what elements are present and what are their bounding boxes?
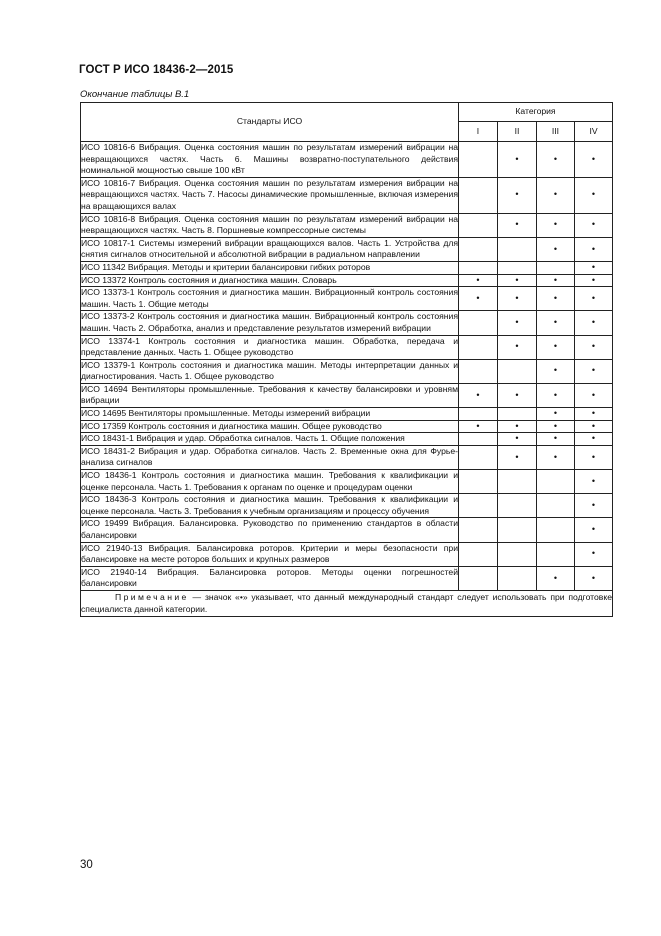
category-mark-cell	[537, 445, 575, 469]
category-mark-cell	[498, 383, 537, 407]
standard-title: ИСО 21940-14 Вибрация. Балансировка роторов. Методы оценки погрешностей балансировки	[81, 566, 459, 590]
category-mark-cell	[575, 408, 613, 421]
category-header: I	[459, 121, 498, 141]
category-mark-cell	[459, 213, 498, 237]
category-mark-cell	[498, 542, 537, 566]
category-mark-cell	[575, 542, 613, 566]
category-mark-cell	[459, 566, 498, 590]
category-header: II	[498, 121, 537, 141]
table-row	[81, 383, 613, 407]
category-mark-cell	[498, 274, 537, 287]
bullet-mark: •	[553, 292, 558, 303]
bullet-mark: •	[591, 261, 596, 272]
table-row	[81, 237, 613, 261]
note-label: Примечание	[115, 591, 189, 602]
standard-title: ИСО 13372 Контроль состояния и диагностика машин. Словарь	[81, 274, 459, 287]
standard-title: ИСО 13373-2 Контроль состояния и диагностика машин. Вибрационный контроль состояния машин. Часть 2. Обработка, анализ и представление результатов измерений вибрации	[81, 311, 459, 335]
table-note	[81, 590, 613, 616]
category-mark-cell	[498, 433, 537, 446]
category-mark-cell	[498, 494, 537, 518]
bullet-mark: •	[515, 451, 519, 462]
category-mark-cell	[459, 408, 498, 421]
category-mark-cell	[498, 177, 537, 213]
category-mark-cell	[498, 359, 537, 383]
table-row	[81, 470, 613, 494]
table-row	[81, 142, 613, 178]
category-mark-cell	[459, 542, 498, 566]
bullet-mark: •	[591, 243, 596, 254]
category-mark-cell	[575, 335, 613, 359]
category-mark-cell	[537, 142, 575, 178]
standard-title: ИСО 13379-1 Контроль состояния и диагностика машин. Методы интерпретации данных и диагностирования. Часть 1. Общее руководство	[81, 359, 459, 383]
bullet-mark: •	[591, 433, 596, 444]
standard-title: ИСО 10817-1 Системы измерений вибрации вращающихся валов. Часть 1. Устройства для снятия сигналов относительной и абсолютной вибрации в радиальном направлении	[81, 237, 459, 261]
category-mark-cell	[575, 237, 613, 261]
category-mark-cell	[575, 433, 613, 446]
bullet-mark: •	[553, 189, 558, 200]
table-row	[81, 445, 613, 469]
standard-title: ИСО 18431-2 Вибрация и удар. Обработка сигналов. Часть 2. Временные окна для Фурье-анализа сигналов	[81, 445, 459, 469]
bullet-mark: •	[515, 219, 519, 230]
category-mark-cell	[537, 311, 575, 335]
bullet-mark: •	[591, 420, 596, 431]
table-row	[81, 177, 613, 213]
bullet-mark: •	[553, 274, 558, 285]
category-mark-cell	[459, 359, 498, 383]
standard-title: ИСО 21940-13 Вибрация. Балансировка роторов. Критерии и меры безопасности при балансировке на месте роторов больших и крупных размеров	[81, 542, 459, 566]
bullet-mark: •	[553, 153, 558, 164]
category-mark-cell	[537, 518, 575, 542]
table-row	[81, 261, 613, 274]
category-mark-cell	[575, 383, 613, 407]
bullet-mark: •	[591, 475, 596, 486]
bullet-mark: •	[515, 420, 519, 431]
bullet-mark: •	[476, 274, 480, 285]
bullet-mark: •	[591, 500, 596, 511]
standard-title: ИСО 10816-8 Вибрация. Оценка состояния машин по результатам измерений вибрации на невращающихся частях. Часть 8. Поршневые компрессорные системы	[81, 213, 459, 237]
bullet-mark: •	[476, 420, 480, 431]
bullet-mark: •	[591, 365, 596, 376]
bullet-mark: •	[553, 433, 558, 444]
standard-title: ИСО 14695 Вентиляторы промышленные. Методы измерений вибрации	[81, 408, 459, 421]
category-mark-cell	[575, 518, 613, 542]
bullet-mark: •	[553, 408, 558, 419]
category-mark-cell	[459, 237, 498, 261]
category-mark-cell	[498, 213, 537, 237]
category-header: III	[537, 121, 575, 141]
column-header-standards: Стандарты ИСО	[81, 103, 459, 142]
category-mark-cell	[575, 420, 613, 433]
category-mark-cell	[459, 142, 498, 178]
category-mark-cell	[537, 213, 575, 237]
category-mark-cell	[498, 566, 537, 590]
standard-title: ИСО 19499 Вибрация. Балансировка. Руководство по применению стандартов в области балансировки	[81, 518, 459, 542]
bullet-mark: •	[515, 292, 519, 303]
category-mark-cell	[498, 335, 537, 359]
standard-title: ИСО 11342 Вибрация. Методы и критерии балансировки гибких роторов	[81, 261, 459, 274]
category-mark-cell	[459, 383, 498, 407]
table-row	[81, 213, 613, 237]
table-caption: Окончание таблицы В.1	[80, 89, 190, 100]
category-mark-cell	[575, 359, 613, 383]
category-mark-cell	[537, 383, 575, 407]
category-mark-cell	[459, 445, 498, 469]
category-mark-cell	[575, 261, 613, 274]
standard-title: ИСО 14694 Вентиляторы промышленные. Требования к качеству балансировки и уровням вибрации	[81, 383, 459, 407]
bullet-mark: •	[553, 365, 558, 376]
bullet-mark: •	[591, 389, 596, 400]
bullet-mark: •	[515, 153, 519, 164]
bullet-mark: •	[476, 389, 480, 400]
category-mark-cell	[459, 494, 498, 518]
table-row	[81, 433, 613, 446]
standard-title: ИСО 10816-7 Вибрация. Оценка состояния машин по результатам измерения вибрации на невращающихся частях. Часть 7. Насосы динамические промышленные, включая измерения на вращающихся валах	[81, 177, 459, 213]
table-row	[81, 566, 613, 590]
note-text: — значок «•» указывает, что данный международный стандарт следует использовать при подготовке специалиста данной категории.	[81, 591, 612, 615]
bullet-mark: •	[553, 420, 558, 431]
bullet-mark: •	[591, 572, 596, 583]
category-mark-cell	[459, 311, 498, 335]
bullet-mark: •	[553, 219, 558, 230]
standard-title: ИСО 10816-6 Вибрация. Оценка состояния машин по результатам измерений вибрации на невращающихся частях. Часть 6. Машины возвратно-поступательного действия номинальной мощностью свыше 100 кВт	[81, 142, 459, 178]
standard-title: ИСО 18436-1 Контроль состояния и диагностика машин. Требования к квалификации и оценке персонала. Часть 1. Требования к органам по оценке и процедурам оценки	[81, 470, 459, 494]
bullet-mark: •	[515, 274, 519, 285]
category-mark-cell	[537, 359, 575, 383]
category-mark-cell	[537, 542, 575, 566]
bullet-mark: •	[553, 317, 558, 328]
category-mark-cell	[575, 213, 613, 237]
bullet-mark: •	[591, 274, 596, 285]
category-mark-cell	[459, 274, 498, 287]
category-mark-cell	[575, 274, 613, 287]
category-mark-cell	[575, 566, 613, 590]
category-mark-cell	[537, 433, 575, 446]
category-mark-cell	[537, 470, 575, 494]
category-mark-cell	[575, 287, 613, 311]
category-mark-cell	[537, 408, 575, 421]
category-mark-cell	[459, 420, 498, 433]
standard-title: ИСО 17359 Контроль состояния и диагностика машин. Общее руководство	[81, 420, 459, 433]
category-mark-cell	[537, 261, 575, 274]
bullet-mark: •	[591, 189, 596, 200]
bullet-mark: •	[515, 317, 519, 328]
bullet-mark: •	[591, 292, 596, 303]
category-mark-cell	[459, 470, 498, 494]
category-mark-cell	[537, 274, 575, 287]
bullet-mark: •	[515, 433, 519, 444]
standard-title: ИСО 18436-3 Контроль состояния и диагностика машин. Требования к квалификации и оценке персонала. Часть 3. Требования к учебным организациям и процессу обучения	[81, 494, 459, 518]
table-row	[81, 335, 613, 359]
page-number: 30	[80, 859, 93, 871]
category-mark-cell	[498, 311, 537, 335]
bullet-mark: •	[591, 341, 596, 352]
category-mark-cell	[575, 494, 613, 518]
category-mark-cell	[498, 237, 537, 261]
standard-title: ИСО 13373-1 Контроль состояния и диагностика машин. Вибрационный контроль состояния машин. Часть 1. Общие методы	[81, 287, 459, 311]
bullet-mark: •	[553, 451, 558, 462]
column-header-category: Категория	[459, 103, 613, 122]
bullet-mark: •	[553, 572, 558, 583]
bullet-mark: •	[553, 243, 558, 254]
standard-title: ИСО 18431-1 Вибрация и удар. Обработка сигналов. Часть 1. Общие положения	[81, 433, 459, 446]
table-row	[81, 542, 613, 566]
category-mark-cell	[537, 177, 575, 213]
bullet-mark: •	[515, 389, 519, 400]
table-row	[81, 518, 613, 542]
category-mark-cell	[459, 518, 498, 542]
bullet-mark: •	[591, 548, 596, 559]
table-row	[81, 311, 613, 335]
bullet-mark: •	[591, 153, 596, 164]
category-mark-cell	[537, 287, 575, 311]
category-mark-cell	[498, 287, 537, 311]
table-row	[81, 359, 613, 383]
standards-table	[80, 102, 613, 617]
category-mark-cell	[537, 237, 575, 261]
category-mark-cell	[575, 470, 613, 494]
bullet-mark: •	[591, 408, 596, 419]
category-mark-cell	[537, 566, 575, 590]
bullet-mark: •	[591, 451, 596, 462]
category-mark-cell	[459, 287, 498, 311]
bullet-mark: •	[553, 389, 558, 400]
table-body	[81, 142, 613, 591]
category-mark-cell	[498, 420, 537, 433]
table-row	[81, 287, 613, 311]
category-mark-cell	[459, 177, 498, 213]
category-mark-cell	[498, 142, 537, 178]
bullet-mark: •	[515, 189, 519, 200]
table-row	[81, 494, 613, 518]
category-header: IV	[575, 121, 613, 141]
category-mark-cell	[575, 142, 613, 178]
category-mark-cell	[498, 518, 537, 542]
category-mark-cell	[498, 261, 537, 274]
category-mark-cell	[498, 470, 537, 494]
bullet-mark: •	[591, 524, 596, 535]
standard-title: ИСО 13374-1 Контроль состояния и диагностика машин. Обработка, передача и представление данных. Часть 1. Общее руководство	[81, 335, 459, 359]
category-mark-cell	[537, 494, 575, 518]
bullet-mark: •	[515, 341, 519, 352]
category-mark-cell	[459, 261, 498, 274]
category-mark-cell	[498, 445, 537, 469]
category-mark-cell	[575, 445, 613, 469]
category-mark-cell	[537, 335, 575, 359]
table-row	[81, 408, 613, 421]
document-header: ГОСТ Р ИСО 18436-2—2015	[79, 64, 234, 76]
bullet-mark: •	[553, 341, 558, 352]
category-mark-cell	[575, 177, 613, 213]
category-mark-cell	[459, 433, 498, 446]
category-mark-cell	[498, 408, 537, 421]
category-mark-cell	[537, 420, 575, 433]
bullet-mark: •	[476, 292, 480, 303]
category-mark-cell	[459, 335, 498, 359]
bullet-mark: •	[591, 219, 596, 230]
table-row	[81, 420, 613, 433]
bullet-mark: •	[591, 317, 596, 328]
category-mark-cell	[575, 311, 613, 335]
table-row	[81, 274, 613, 287]
